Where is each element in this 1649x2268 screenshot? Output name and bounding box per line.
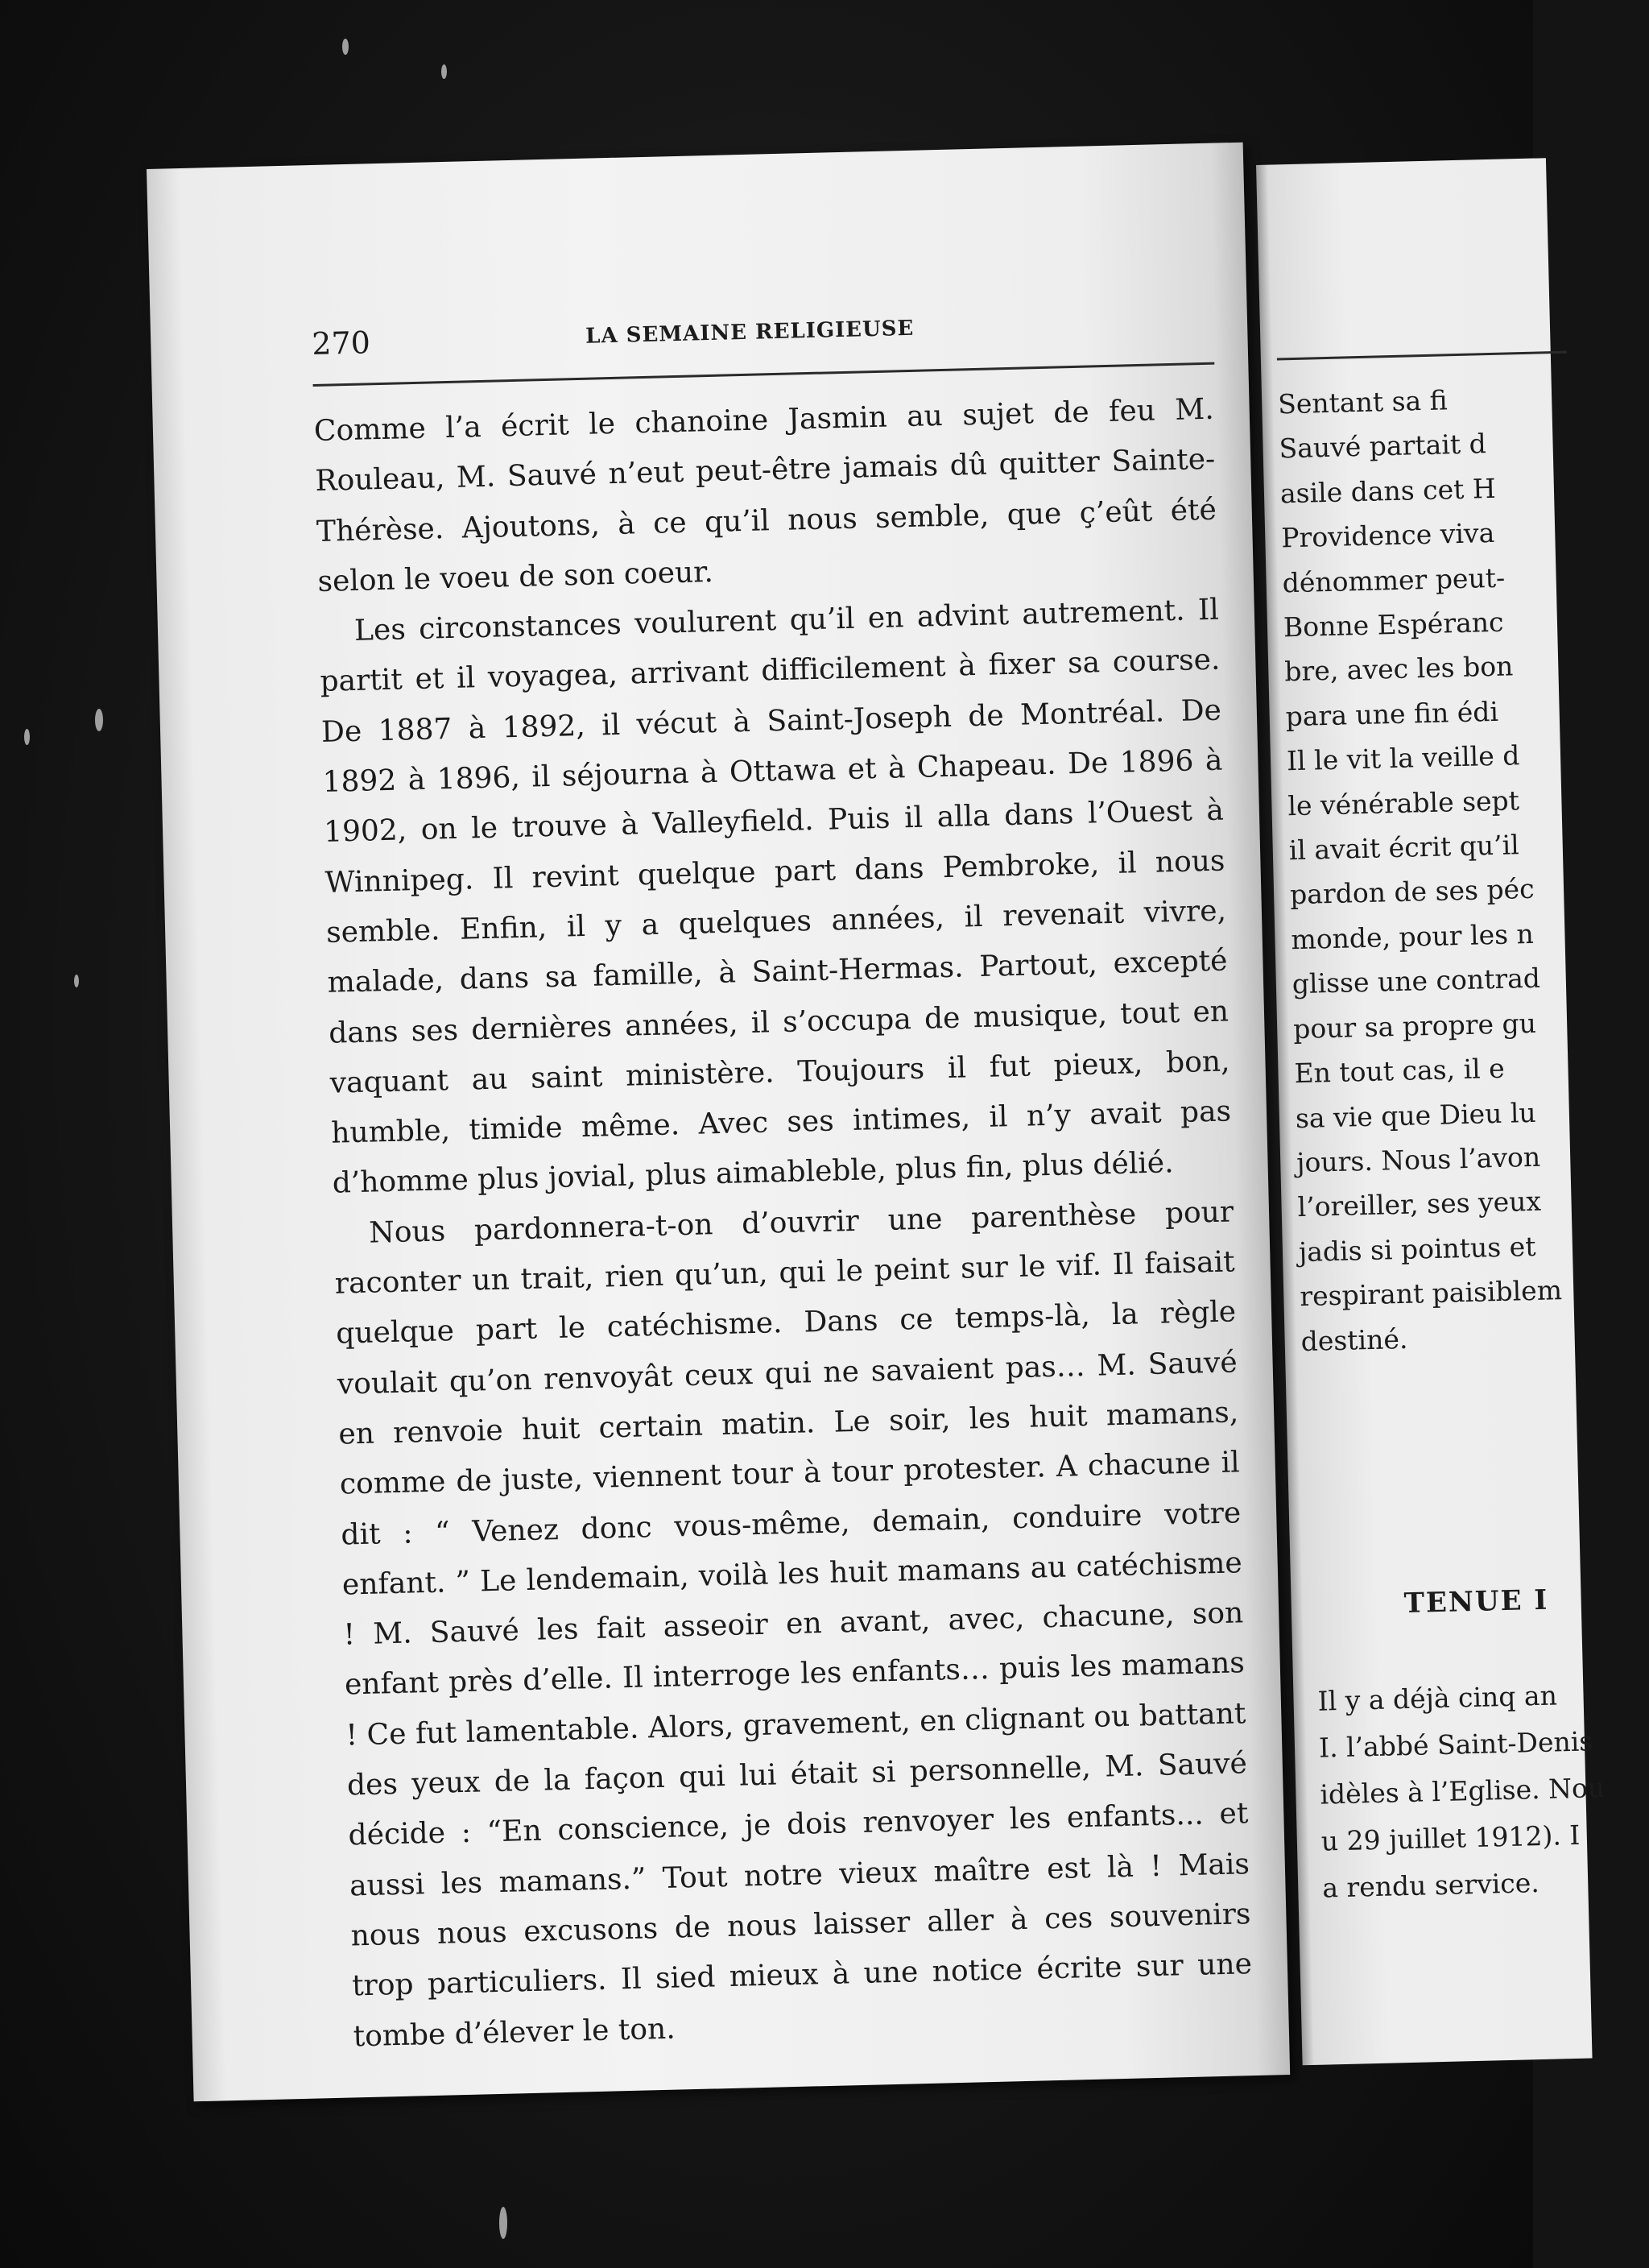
- text-line: l’oreiller, ses yeux: [1297, 1186, 1542, 1223]
- text-line: Sauvé partait d: [1279, 428, 1487, 465]
- text-line: glisse une contrad: [1292, 962, 1541, 1000]
- text-line: a rendu service.: [1321, 1867, 1540, 1904]
- text-line: Il le vit la veille d: [1286, 739, 1520, 777]
- page-header: [312, 304, 1214, 375]
- right-page: [1256, 158, 1606, 2065]
- text-line: il avait écrit qu’il: [1288, 829, 1520, 867]
- text-line: jadis si pointus et: [1298, 1230, 1536, 1268]
- text-line: bre, avec les bon: [1283, 650, 1514, 688]
- text-line: asile dans cet H: [1279, 472, 1497, 510]
- text-line: pardon de ses péc: [1289, 873, 1535, 911]
- text-line: u 29 juillet 1912). I: [1320, 1819, 1581, 1857]
- dust-speck: [95, 709, 103, 731]
- text-line: sa vie que Dieu lu: [1295, 1096, 1537, 1134]
- dust-speck: [24, 729, 30, 745]
- text-line: jours. Nous l’avon: [1296, 1140, 1541, 1179]
- text-line: Sentant sa fi: [1277, 384, 1449, 420]
- right-page-text: [1278, 375, 1624, 1364]
- text-line: Providence viva: [1280, 517, 1495, 554]
- page-number: 270: [311, 325, 371, 362]
- text-line: monde, pour les n: [1291, 917, 1535, 956]
- text-line: respirant paisiblem: [1299, 1274, 1563, 1313]
- text-line: pour sa propre gu: [1292, 1007, 1537, 1045]
- right-header-rule: [1277, 351, 1567, 361]
- text-line: para une fin édi: [1285, 695, 1499, 733]
- dust-speck: [342, 39, 349, 55]
- text-line: idèles à l’Eglise. Nou: [1319, 1772, 1606, 1811]
- text-line: I. l’abbé Saint-Denis: [1318, 1725, 1593, 1764]
- text-line: Il y a déjà cinq an: [1317, 1679, 1558, 1717]
- right-page-text-after-heading: [1317, 1670, 1645, 1912]
- body-text: [313, 385, 1254, 2062]
- text-line: destiné.: [1300, 1322, 1408, 1357]
- text-line: dénommer peut-: [1282, 561, 1506, 598]
- section-heading: TENUE I: [1403, 1583, 1549, 1620]
- left-page: [147, 143, 1290, 2102]
- paragraph-1: Comme l’a écrit le chanoine Jasmin au sujet de feu M. Rouleau, M. Sauvé n’eut peut-être jamais dû quitter Sainte-Thérèse. Ajoutons, à ce qu’il nous semble, que ç’eût été selon le voeu de son coeur.: [313, 392, 1217, 598]
- text-line: le vénérable sept: [1287, 784, 1520, 822]
- text-line: Bonne Espéranc: [1283, 606, 1504, 644]
- dust-speck: [499, 2207, 507, 2239]
- dust-speck: [74, 975, 79, 987]
- dust-speck: [441, 64, 447, 79]
- paragraph-2: Les circonstances voulurent qu’il en advint autrement. Il partit et il voyagea, arrivant difficilement à fixer sa course. De 1887 à 1892, il vécut à Saint-Joseph de Montréal. De 1892 à 1896, il séjourna à Ottawa et à Chapeau. De 1896 à 1902, on le trouve à Valleyfield. Puis il alla dans l’Ouest à Winnipeg. Il revint quelque part dans Pembroke, il nous semble. Enfin, il y a quelques années, il revenait vivre, malade, dans sa famille, à Saint-Hermas. Partout, excepté dans ses dernières années, il s’occupa de musique, tout en vaquant au saint ministère. Toujours il fut pieux, bon, humble, timide même. Avec ses intimes, il n’y avait pas d’homme plus jovial, plus aimableble, plus fin, plus délié.: [320, 593, 1232, 1201]
- text-line: En tout cas, il e: [1294, 1052, 1506, 1090]
- paragraph-3: Nous pardonnera-t-on d’ouvrir une parenthèse pour raconter un trait, rien qu’un, qui le peint sur le vif. Il faisait quelque part le catéchisme. Dans ce temps-là, la règle voulait qu’on renvoyât ceux qui ne savaient pas… M. Sauvé en renvoie huit certain matin. Le soir, les huit mamans, comme de juste, viennent tour à tour protester. A chacune il dit : “ Venez donc vous-même, demain, conduire votre enfant. ” Le lendemain, voilà les huit mamans au catéchisme ! M. Sauvé les fait asseoir en avant, avec, chacune, son enfant près d’elle. Il interroge les enfants… puis les mamans ! Ce fut lamentable. Alors, gravement, en clignant ou battant des yeux de la façon qui lui était si personnelle, M. Sauvé décide : “En conscience, je dois renvoyer les enfants... et aussi les mamans.” Tout notre vieux maître est là ! Mais nous nous excusons de nous laisser aller à ces souvenirs trop particuliers. Il sied mieux à une notice écrite sur une tombe d’élever le ton.: [334, 1195, 1253, 2053]
- running-title: LA SEMAINE RELIGIEUSE: [585, 316, 915, 349]
